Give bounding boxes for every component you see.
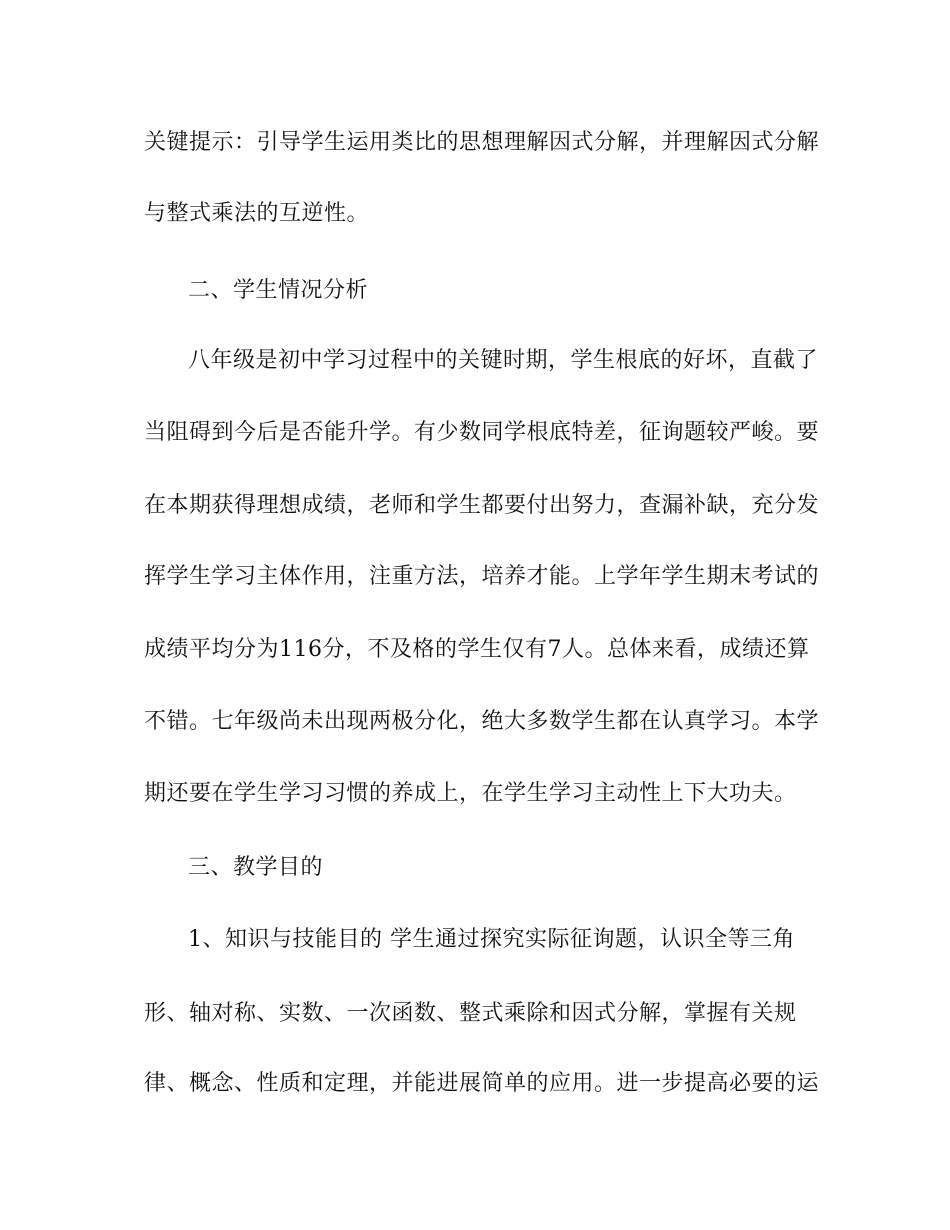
paragraph-line: 八年级是初中学习过程中的关键时期，学生根底的好坏，直截了 — [188, 348, 819, 373]
paragraph-line: 在本期获得理想成绩，老师和学生都要付出努力，查漏补缺，充分发 — [144, 493, 820, 518]
paragraph-line: 期还要在学生学习习惯的养成上，在学生学习主动性上下大功夫。 — [144, 781, 797, 806]
section-heading: 二、学生情况分析 — [188, 278, 369, 303]
paragraph-line: 成绩平均分为116分，不及格的学生仅有7人。总体来看，成绩还算 — [144, 637, 810, 662]
paragraph-line: 不错。七年级尚未出现两极分化，绝大多数学生都在认真学习。本学 — [144, 709, 820, 734]
paragraph-line: 当阻碍到今后是否能升学。有少数同学根底特差，征询题较严峻。要 — [144, 420, 820, 445]
paragraph-line: 1、知识与技能目的 学生通过探究实际征询题，认识全等三角 — [188, 927, 795, 952]
paragraph-line: 与整式乘法的互逆性。 — [144, 201, 370, 226]
paragraph-line: 关键提示：引导学生运用类比的思想理解因式分解，并理解因式分解 — [144, 130, 820, 155]
paragraph-line: 律、概念、性质和定理，并能进展简单的应用。进一步提高必要的运 — [144, 1071, 820, 1096]
paragraph-line: 挥学生学习主体作用，注重方法，培养才能。上学年学生期末考试的 — [144, 564, 820, 589]
section-heading: 三、教学目的 — [188, 855, 324, 880]
paragraph-line: 形、轴对称、实数、一次函数、整式乘除和因式分解，掌握有关规 — [144, 1001, 797, 1026]
